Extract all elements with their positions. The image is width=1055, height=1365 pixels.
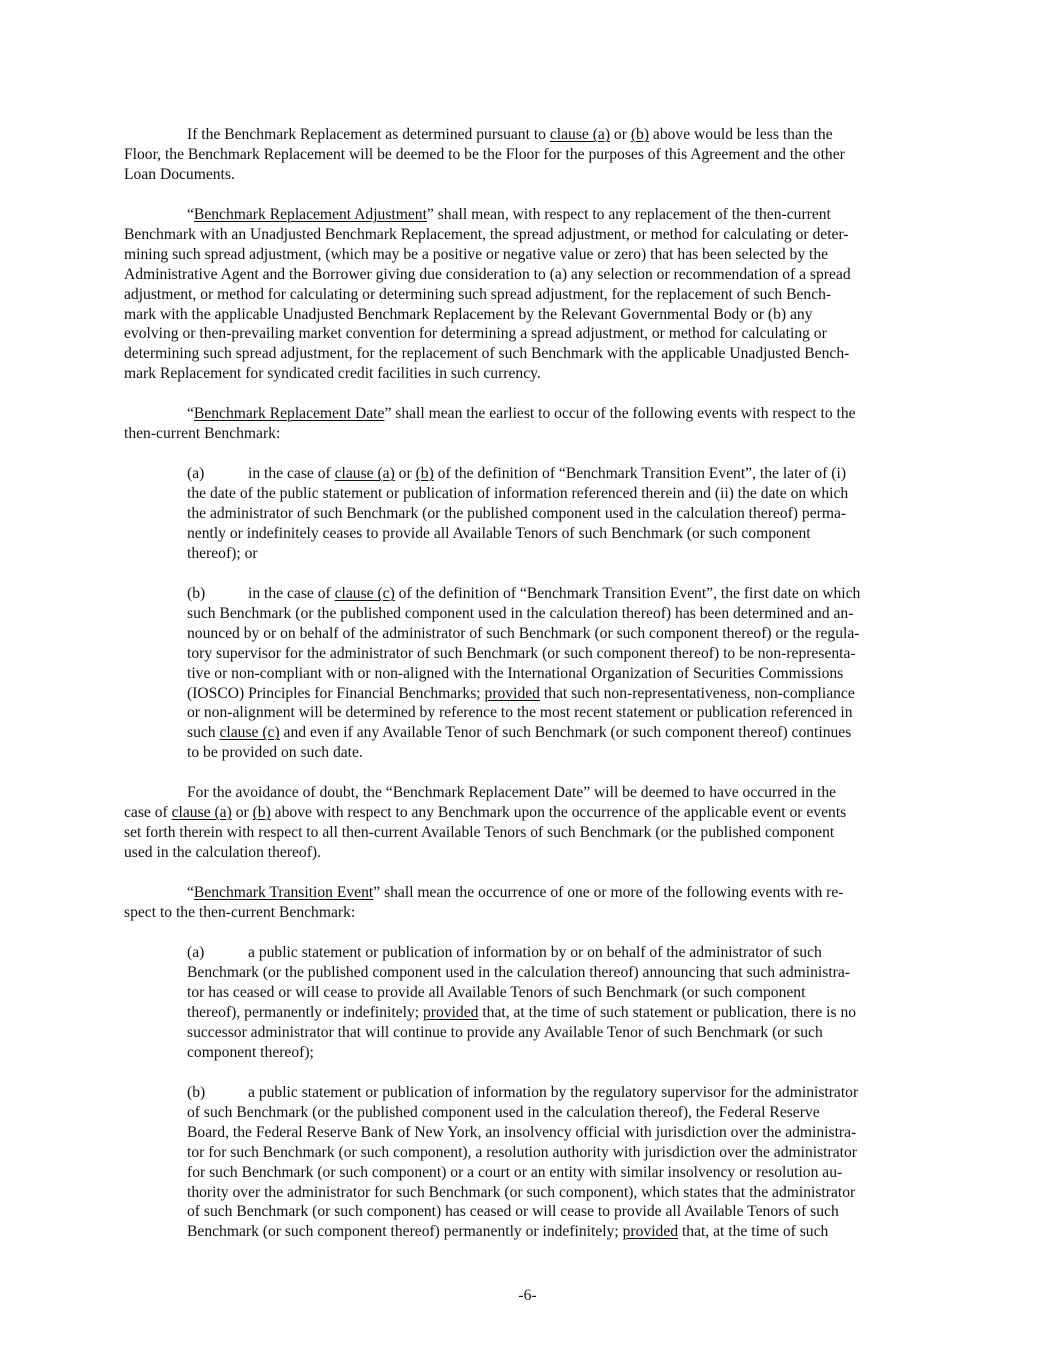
defined-term: Benchmark Replacement Adjustment	[193, 206, 427, 223]
definition-benchmark-replacement-adjustment: “Benchmark Replacement Adjustment” shall mean, with respect to any replacement of the then-current Benchmark with an Unadjusted Benchmark Replacement, the spread adjustment, or method for calculating or deter- mining such spread adjustment, (which may be a positive or negative value or zero) that has been selected by the Administrative Agent and the Borrower giving due consideration to (a) any selection or recommendation of a spread adjustment, or method for calculating or determining such spread adjustment, for the replacement of such Bench- mark with the applicable Unadjusted Benchmark Replacement by the Relevant Governmental Body or (b) any evolving or then-prevailing market convention for determining a spread adjustment, or method for calculating or determining such spread adjustment, for the replacement of such Benchmark with the applicable Unadjusted Bench- mark Replacement for syndicated credit facilities in such currency.	[124, 206, 851, 383]
list-item-a: (a) in the case of clause (a) or (b) of the definition of “Benchmark Transition Event”, the later of (i) the date of the public statement or publication of information referenced therein and (ii) the date on which the administrator of such Benchmark (or the published component used in the calculation thereof) perma- nently or indefinitely ceases to provide all Available Tenors of such Benchmark (or such component thereof); or	[187, 465, 849, 562]
list-item-b: (b) in the case of clause (c) of the definition of “Benchmark Transition Event”, the first date on which such Benchmark (or the published component used in the calculation thereof) has been determined and an- nounced by or on behalf of the administrator of such Benchmark (or such component thereof) or the regula- tory supervisor for the administrator of such Benchmark (or such component thereof) to be non-representa- tive or non-compliant with or non-aligned with the International Organization of Securities Commissions (IOSCO) Principles for Financial Benchmarks; provided that such non-representativeness, non-compliance or non-alignment will be determined by reference to the most recent statement or publication referenced in such clause (c) and even if any Available Tenor of such Benchmark (or such component thereof) continues to be provided on such date.	[187, 585, 861, 762]
item-label: (a)	[187, 944, 205, 961]
provided-term: provided	[423, 1003, 479, 1021]
paragraph-avoidance-of-doubt: For the avoidance of doubt, the “Benchmark Replacement Date” will be deemed to have occurred in the case of clause (a) or (b) above with respect to any Benchmark upon the occurrence of the applicable event or events set forth therein with respect to all then-current Available Tenors of such Benchmark (or the published component used in the calculation thereof).	[124, 784, 847, 861]
item-label: (b)	[187, 585, 206, 602]
clause-c-reference: clause (c)	[334, 585, 395, 602]
item-label: (a)	[187, 465, 205, 482]
list-item-a: (a) a public statement or publication of information by or on behalf of the administrator of such Benchmark (or the published component used in the calculation thereof) announcing that such administra- tor has ceased or will cease to provide all Available Tenors of such Benchmark (or such component thereof), permanently or indefinitely; provided that, at the time of such statement or publication, there is no successor administrator that will continue to provide any Available Tenor of such Benchmark (or such component thereof);	[187, 944, 857, 1061]
clause-a-reference: clause (a)	[334, 465, 395, 482]
clause-b-reference: (b)	[415, 465, 434, 482]
page-number: -6-	[518, 1287, 537, 1304]
definition-benchmark-transition-event: “Benchmark Transition Event” shall mean the occurrence of one or more of the following events with re- spect to the then-current Benchmark:	[124, 884, 844, 921]
clause-a-reference: clause (a)	[549, 126, 611, 143]
clause-c-reference: clause (c)	[219, 724, 280, 742]
list-item-b: (b) a public statement or publication of information by the regulatory supervisor for the administrator of such Benchmark (or the published component used in the calculation thereof), the Federal Reserve Board, the Federal Reserve Bank of New York, an insolvency official with jurisdiction over the administra- tor for such Benchmark (or such component), a resolution authority with jurisdiction over the administrator for such Benchmark (or such component) or a court or an entity with similar insolvency or resolution au- thority over the administrator for such Benchmark (or such component), which states that the administrator of such Benchmark (or such component) has ceased or will cease to provide all Available Tenors of such Benchmark (or such component thereof) permanently or indefinitely; provided that, at the time of such	[187, 1084, 859, 1241]
item-label: (b)	[187, 1084, 206, 1101]
definition-benchmark-replacement-date: “Benchmark Replacement Date” shall mean the earliest to occur of the following events with respect to the then-current Benchmark:	[124, 405, 856, 442]
clause-b-reference: (b)	[252, 803, 271, 821]
provided-term: provided	[484, 684, 540, 702]
paragraph-floor: If the Benchmark Replacement as determined pursuant to clause (a) or (b) above would be less than the Floor, the Benchmark Replacement will be deemed to be the Floor for the purposes of this Agreement and the other Loan Documents.	[124, 126, 845, 183]
defined-term: Benchmark Transition Event	[193, 884, 374, 901]
clause-a-reference: clause (a)	[171, 803, 232, 821]
provided-term: provided	[622, 1223, 679, 1241]
defined-term: Benchmark Replacement Date	[193, 405, 385, 422]
clause-b-reference: (b)	[630, 126, 650, 143]
